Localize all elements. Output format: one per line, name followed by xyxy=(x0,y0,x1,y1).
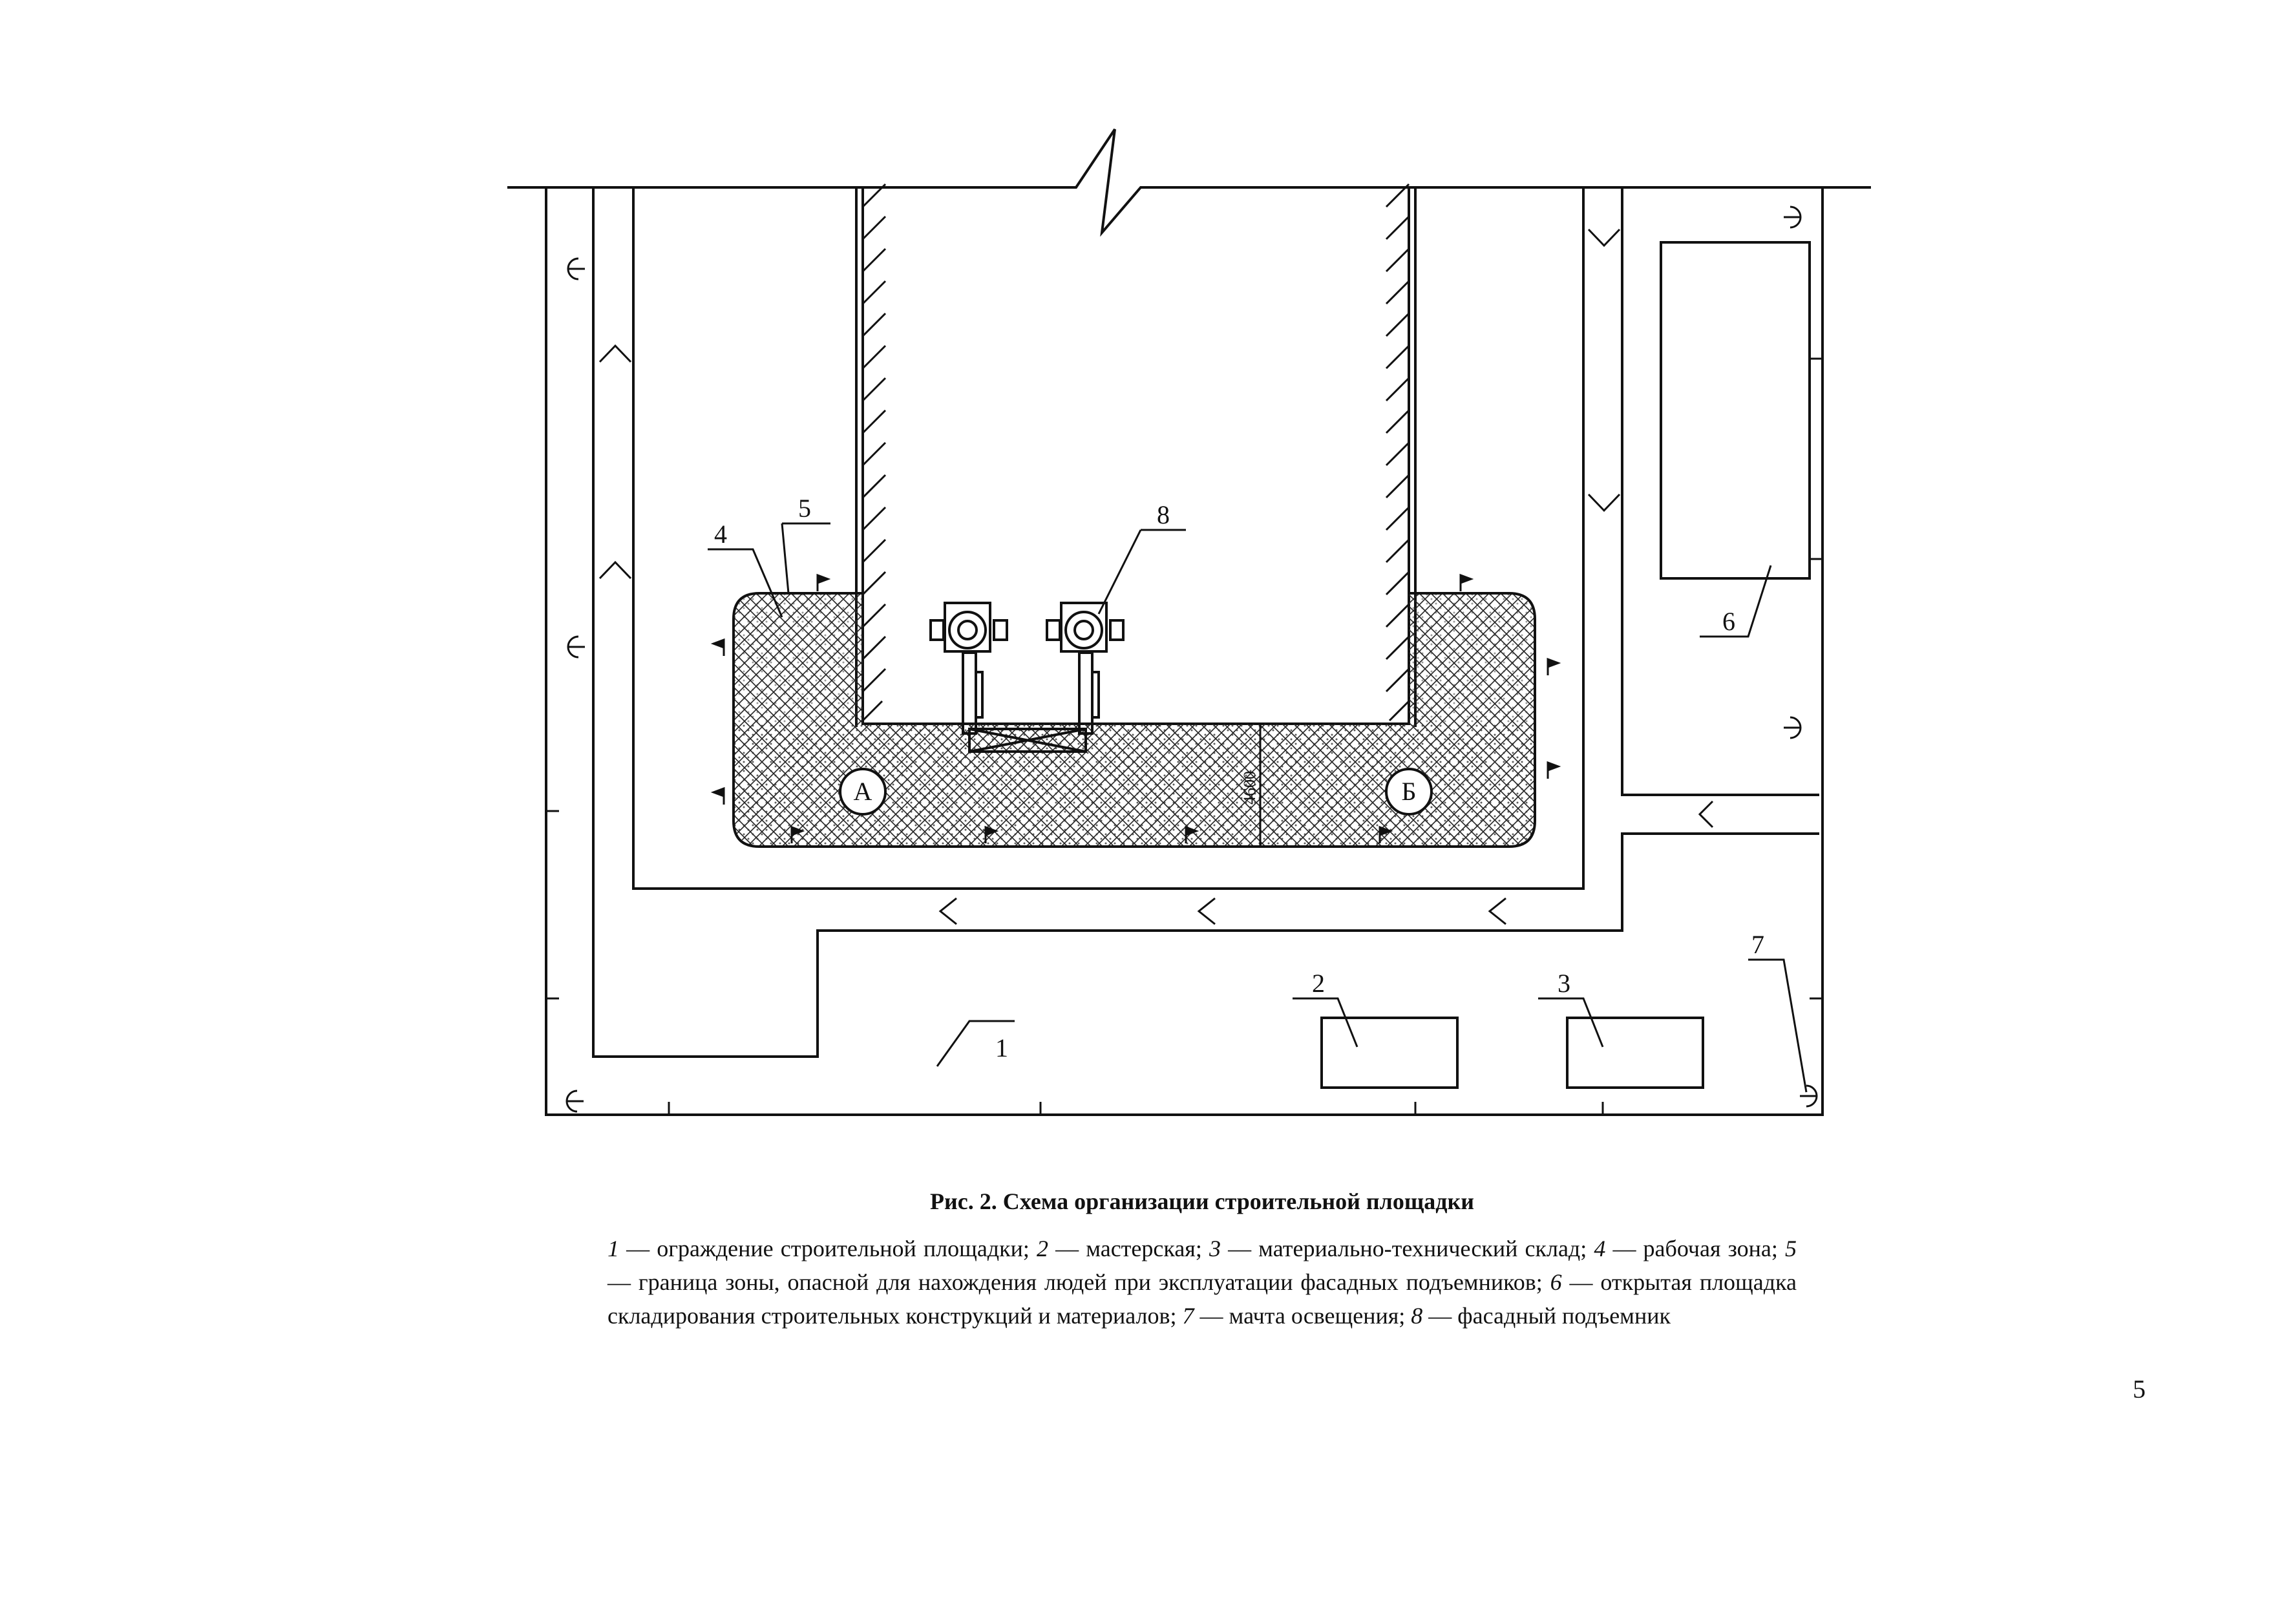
facade-lift-1 xyxy=(931,603,1007,733)
label-3: 3 xyxy=(1558,969,1570,998)
legend-item-7: 7 — мачта освещения; xyxy=(1182,1303,1411,1329)
figure-title: Рис. 2. Схема организации строительной площадки xyxy=(930,1188,1474,1214)
axis-marker-a xyxy=(840,769,885,814)
label-8: 8 xyxy=(1157,500,1170,529)
label-1: 1 xyxy=(995,1033,1008,1062)
figure-legend xyxy=(607,1232,1797,1333)
svg-text:А: А xyxy=(853,777,872,806)
label-7: 7 xyxy=(1751,930,1764,959)
legend-item-8: 8 — фасадный подъемник xyxy=(1411,1303,1671,1329)
legend-item-5: 5 — граница зоны, опасной для нахождения людей при эксплуатации фасадных подъемников; xyxy=(607,1236,1797,1295)
legend-item-6: 6 — открытая площадка складирования строительных конструкций и материалов; xyxy=(607,1269,1797,1329)
dimension-label: 4600 xyxy=(1240,771,1259,805)
storage-area xyxy=(1661,242,1810,578)
legend-item-3: 3 — материально-технический склад; xyxy=(1209,1236,1594,1261)
axis-marker-b xyxy=(1386,769,1432,814)
road-right-inner xyxy=(1622,187,1819,795)
workshop xyxy=(1322,1018,1457,1088)
label-6: 6 xyxy=(1722,607,1735,636)
legend-item-1: 1 — ограждение строительной площадки; xyxy=(607,1236,1037,1261)
top-break-line xyxy=(507,129,1871,233)
page-number: 5 xyxy=(2133,1375,2146,1404)
label-2: 2 xyxy=(1312,969,1325,998)
legend-item-2: 2 — мастерская; xyxy=(1036,1236,1209,1261)
legend-item-4: 4 — рабочая зона; xyxy=(1594,1236,1786,1261)
label-5: 5 xyxy=(798,494,811,523)
facade-lift-2 xyxy=(1047,603,1123,733)
svg-text:Б: Б xyxy=(1401,777,1417,806)
building-wall-inner xyxy=(856,187,1415,727)
warehouse xyxy=(1567,1018,1703,1088)
label-4: 4 xyxy=(714,520,727,549)
